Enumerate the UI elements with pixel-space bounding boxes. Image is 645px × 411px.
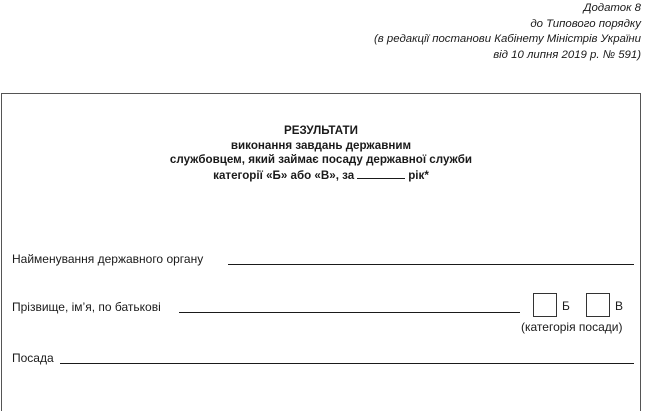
organ-input-line[interactable] bbox=[228, 264, 634, 265]
year-blank[interactable] bbox=[357, 168, 405, 179]
subtitle-prefix: категорії «Б» або «В», за bbox=[213, 168, 355, 182]
appendix-header bbox=[241, 1, 641, 63]
form-subtitle-2: службовцем, який займає посаду державної служби bbox=[169, 153, 473, 166]
category-v-label: В bbox=[615, 299, 624, 313]
organ-label: Найменування державного органу bbox=[12, 252, 204, 266]
category-b-label: Б bbox=[562, 299, 570, 313]
position-input-line[interactable] bbox=[60, 363, 634, 364]
results-form bbox=[1, 93, 641, 411]
subtitle-suffix: рік* bbox=[408, 168, 429, 182]
form-subtitle-3 bbox=[2, 168, 640, 184]
name-input-line[interactable] bbox=[179, 312, 520, 313]
category-v-checkbox[interactable] bbox=[586, 293, 610, 317]
position-label: Посада bbox=[12, 351, 54, 365]
form-title: РЕЗУЛЬТАТИ bbox=[284, 124, 358, 137]
category-note: (категорія посади) bbox=[521, 320, 623, 334]
appendix-date: від 10 липня 2019 р. № 591) bbox=[493, 48, 641, 61]
appendix-number: Додаток 8 bbox=[583, 2, 641, 14]
form-subtitle-1: виконання завдань державним bbox=[230, 138, 412, 152]
appendix-edition: (в редакції постанови Кабінету Міністрів України bbox=[374, 33, 641, 45]
category-b-checkbox[interactable] bbox=[533, 293, 557, 317]
name-label: Прізвище, ім’я, по батькові bbox=[12, 300, 161, 314]
form-title-block bbox=[2, 124, 640, 183]
appendix-reference: до Типового порядку bbox=[530, 17, 641, 30]
